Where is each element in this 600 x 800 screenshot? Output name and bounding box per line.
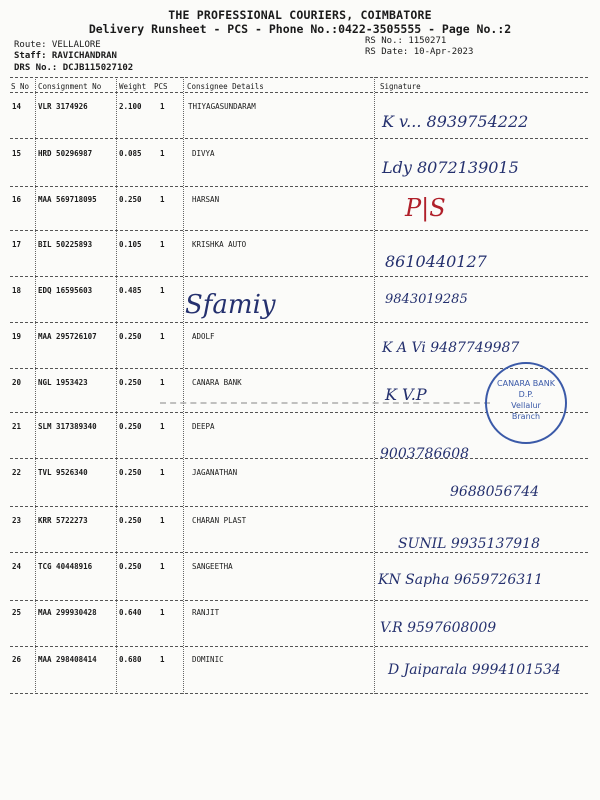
row-sno: 25 [12, 608, 22, 617]
row-pcs: 1 [160, 332, 165, 341]
row-signature: K v... 8939754222 [382, 112, 529, 131]
row-consignment: MAA 299930428 [38, 608, 97, 617]
runsheet-title: Delivery Runsheet - PCS - Phone No.:0422-3505555 - Page No.:2 [88, 22, 512, 36]
row-consignment: NGL 1953423 [38, 378, 88, 387]
document-header [0, 0, 600, 80]
table-rule [10, 600, 588, 601]
stamp-line: Vellalur [511, 401, 541, 410]
row-consignee: HARSAN [192, 195, 220, 204]
row-sno: 19 [12, 332, 22, 341]
row-consignee: DIVYA [192, 149, 215, 158]
row-consignee: ADOLF [192, 332, 215, 341]
row-signature: K A Vi 9487749987 [382, 340, 520, 356]
column-header-consignee: Consignee Details [187, 82, 264, 91]
row-signature: SUNIL 9935137918 [398, 536, 540, 552]
row-consignment: BIL 50225893 [38, 240, 93, 249]
row-consignee: JAGANATHAN [192, 468, 238, 477]
column-header-pcs: PCS [154, 82, 168, 91]
rs-date: RS Date: 10-Apr-2023 [365, 47, 474, 57]
row-weight: 0.250 [119, 195, 142, 204]
row-pcs: 1 [160, 516, 165, 525]
row-signature: V.R 9597608009 [380, 620, 497, 636]
staff-label: Staff: RAVICHANDRAN [14, 51, 117, 61]
row-weight: 0.680 [119, 655, 142, 664]
row-signature: 9003786608 [380, 446, 470, 462]
row-signature: KN Sapha 9659726311 [378, 572, 543, 588]
row-consignment: TCG 40448916 [38, 562, 93, 571]
table-rule [10, 458, 588, 459]
row-pcs: 1 [160, 149, 165, 158]
row-signature: P|S [405, 194, 446, 222]
row-pcs: 1 [160, 422, 165, 431]
row-pcs: 1 [160, 655, 165, 664]
row-sno: 15 [12, 149, 22, 158]
table-rule [10, 693, 588, 694]
row-consignee: CANARA BANK [192, 378, 242, 387]
table-rule [10, 230, 588, 231]
row-sno: 20 [12, 378, 22, 387]
row-weight: 0.085 [119, 149, 142, 158]
row-consignment: TVL 9526340 [38, 468, 88, 477]
row-sno: 18 [12, 286, 22, 295]
column-header-signature: Signature [380, 82, 421, 91]
drs-number: DRS No.: DCJB115027102 [14, 63, 134, 73]
table-rule [10, 186, 588, 187]
row-consignment: MAA 569718095 [38, 195, 97, 204]
row-weight: 0.640 [119, 608, 142, 617]
table-rule [10, 646, 588, 647]
row-signature: Ldy 8072139015 [382, 158, 519, 177]
row-weight: 2.100 [119, 102, 142, 111]
row-sno: 21 [12, 422, 22, 431]
column-divider [35, 77, 36, 694]
row-consignee: THIYAGASUNDARAM [188, 102, 256, 111]
row-sno: 22 [12, 468, 22, 477]
row-weight: 0.105 [119, 240, 142, 249]
row-signature: 8610440127 [385, 252, 487, 271]
row-signature: D Jaiparala 9994101534 [388, 662, 561, 678]
row-sno: 24 [12, 562, 22, 571]
row-consignment: MAA 298408414 [38, 655, 97, 664]
table-rule [10, 552, 588, 553]
row-weight: 0.250 [119, 562, 142, 571]
column-divider [116, 77, 117, 694]
row-consignee: DOMINIC [192, 655, 224, 664]
row-consignment: VLR 3174926 [38, 102, 88, 111]
row-signature: K V.P [385, 385, 427, 404]
row-consignment: MAA 295726107 [38, 332, 97, 341]
row-consignee: CHARAN PLAST [192, 516, 247, 525]
row-consignee: SANGEETHA [192, 562, 233, 571]
row-consignment: KRR 5722273 [38, 516, 88, 525]
stamp-line: D.P. [518, 390, 534, 399]
column-header-sno: S No [11, 82, 30, 91]
row-sno: 23 [12, 516, 22, 525]
row-signature: 9688056744 [450, 484, 540, 500]
row-consignee: DEEPA [192, 422, 215, 431]
row-sno: 26 [12, 655, 22, 664]
stamp-line: CANARA BANK [497, 379, 555, 388]
row-weight: 0.485 [119, 286, 142, 295]
row-pcs: 1 [160, 562, 165, 571]
table-rule [10, 276, 588, 277]
row-signature: 9843019285 [385, 292, 468, 307]
table-rule [10, 77, 588, 78]
row-weight: 0.250 [119, 332, 142, 341]
column-divider [183, 77, 184, 694]
row-pcs: 1 [160, 102, 165, 111]
row-weight: 0.250 [119, 468, 142, 477]
row-consignee: RANJIT [192, 608, 220, 617]
row-pcs: 1 [160, 608, 165, 617]
row-sno: 16 [12, 195, 22, 204]
row-pcs: 1 [160, 378, 165, 387]
table-rule [10, 322, 588, 323]
row-weight: 0.250 [119, 516, 142, 525]
stamp-line: Branch [511, 412, 541, 421]
column-divider [374, 77, 375, 694]
table-rule [10, 506, 588, 507]
row-sno: 17 [12, 240, 22, 249]
route-label: Route: VELLALORE [14, 40, 101, 50]
row-weight: 0.250 [119, 378, 142, 387]
row-pcs: 1 [160, 195, 165, 204]
table-rule [10, 138, 588, 139]
bank-stamp [485, 362, 567, 444]
row-consignment: SLM 317389340 [38, 422, 97, 431]
column-header-consignment: Consignment No [38, 82, 102, 91]
row-pcs: 1 [160, 286, 165, 295]
row-weight: 0.250 [119, 422, 142, 431]
row-pcs: 1 [160, 468, 165, 477]
row-pcs: 1 [160, 240, 165, 249]
row-sno: 14 [12, 102, 22, 111]
extra-signature: Sfamiy [185, 290, 276, 320]
row-consignment: EDQ 16595603 [38, 286, 93, 295]
row-consignment: HRD 50296987 [38, 149, 93, 158]
rs-number: RS No.: 1150271 [365, 36, 447, 46]
row-consignee: KRISHKA AUTO [192, 240, 247, 249]
column-header-weight: Weight [119, 82, 147, 91]
scan-streak [160, 402, 490, 414]
company-name: THE PROFESSIONAL COURIERS, COIMBATORE [168, 8, 432, 22]
table-rule [10, 92, 588, 93]
